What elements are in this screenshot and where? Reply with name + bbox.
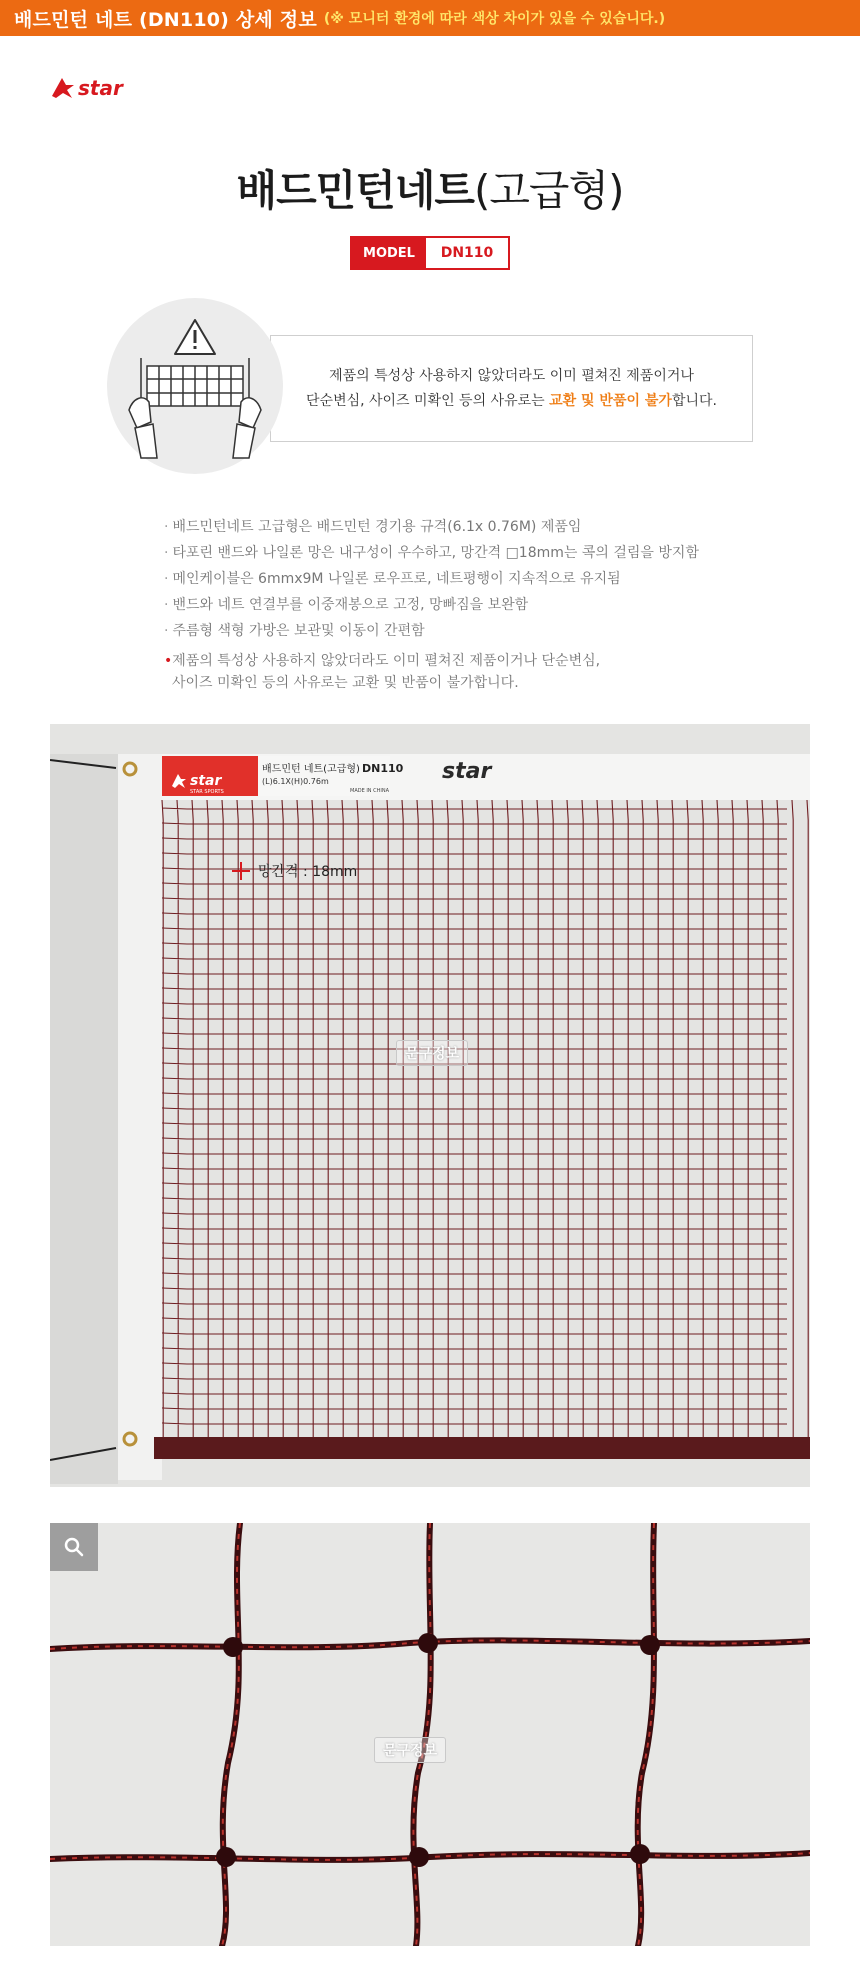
net-label-brand: star — [190, 773, 222, 789]
model-badge — [350, 236, 510, 270]
notice-line-2 — [306, 389, 717, 414]
net-photo-drawing — [50, 724, 810, 1487]
page-header-note: (※ 모니터 환경에 따라 색상 차이가 있을 수 있습니다.) — [323, 11, 666, 27]
notice-line-2-post: 합니다. — [671, 392, 717, 409]
net-label-brand-sub: STAR SPORTS — [190, 789, 224, 795]
notice-box — [270, 335, 753, 442]
model-value: DN110 — [440, 245, 494, 261]
page-header-bar — [0, 0, 860, 36]
net-warning-illustration — [107, 298, 283, 474]
page-header-title: 배드민턴 네트 (DN110) 상세 정보 — [14, 8, 317, 31]
net-label-origin: MADE IN CHINA — [350, 788, 390, 794]
product-photo-net — [50, 724, 810, 1487]
product-title-main: 배드민턴네트 — [236, 166, 474, 215]
star-logo — [50, 74, 180, 100]
model-label: MODEL — [352, 238, 426, 268]
feature-list — [164, 514, 784, 694]
zoom-button[interactable] — [50, 1523, 98, 1571]
band-logo: star — [442, 759, 492, 784]
warning-line-2: 사이즈 미확인 등의 사유로는 교환 및 반품이 불가합니다. — [172, 675, 519, 691]
net-label-size: (L)6.1X(H)0.76m — [262, 777, 329, 786]
feature-item: · 타포린 밴드와 나일론 망은 내구성이 우수하고, 망간격 □18mm는 콕의 걸림을 방지함 — [164, 545, 699, 561]
product-photo-closeup — [50, 1523, 810, 1946]
notice-highlight: 교환 및 반품이 불가 — [549, 392, 672, 409]
product-title-suffix: (고급형) — [473, 166, 624, 215]
net-label-name: 배드민턴 네트(고급형) — [262, 764, 360, 775]
watermark: 문구정보 — [396, 1040, 468, 1066]
warning-icon — [175, 320, 215, 354]
feature-item: · 주름형 색형 가방은 보관및 이동이 간편함 — [164, 623, 425, 639]
feature-item: · 메인케이블은 6mmx9M 나일론 로우프로, 네트평행이 지속적으로 유지됨 — [164, 571, 621, 587]
mesh-size-label: 망간격 : 18mm — [258, 864, 358, 880]
notice-line-2-pre: 단순변심, 사이즈 미확인 등의 사유로는 — [306, 392, 550, 409]
search-icon — [63, 1536, 85, 1558]
notice-line-1: 제품의 특성상 사용하지 않았더라도 이미 펼쳐진 제품이거나 — [329, 367, 694, 384]
net-label-model: DN110 — [362, 762, 404, 775]
closeup-drawing — [50, 1523, 810, 1946]
logo-text: star — [78, 76, 123, 100]
warning-note: •제품의 특성상 사용하지 않았더라도 이미 펼쳐진 제품이거나 단순변심, 사이즈 미확인 등의 사유로는 교환 및 반품이 불가합니다. — [164, 650, 784, 694]
warning-line-1: 제품의 특성상 사용하지 않았더라도 이미 펼쳐진 제품이거나 단순변심, — [172, 653, 601, 669]
hands-icon — [129, 398, 261, 458]
net-icon — [141, 358, 249, 418]
watermark: 문구정보 — [374, 1737, 446, 1763]
product-title — [0, 158, 860, 218]
feature-item: · 배드민턴네트 고급형은 배드민턴 경기용 규격(6.1x 0.76M) 제품임 — [164, 519, 582, 535]
feature-item: · 밴드와 네트 연결부를 이중재봉으로 고정, 망빠짐을 보완함 — [164, 597, 529, 613]
